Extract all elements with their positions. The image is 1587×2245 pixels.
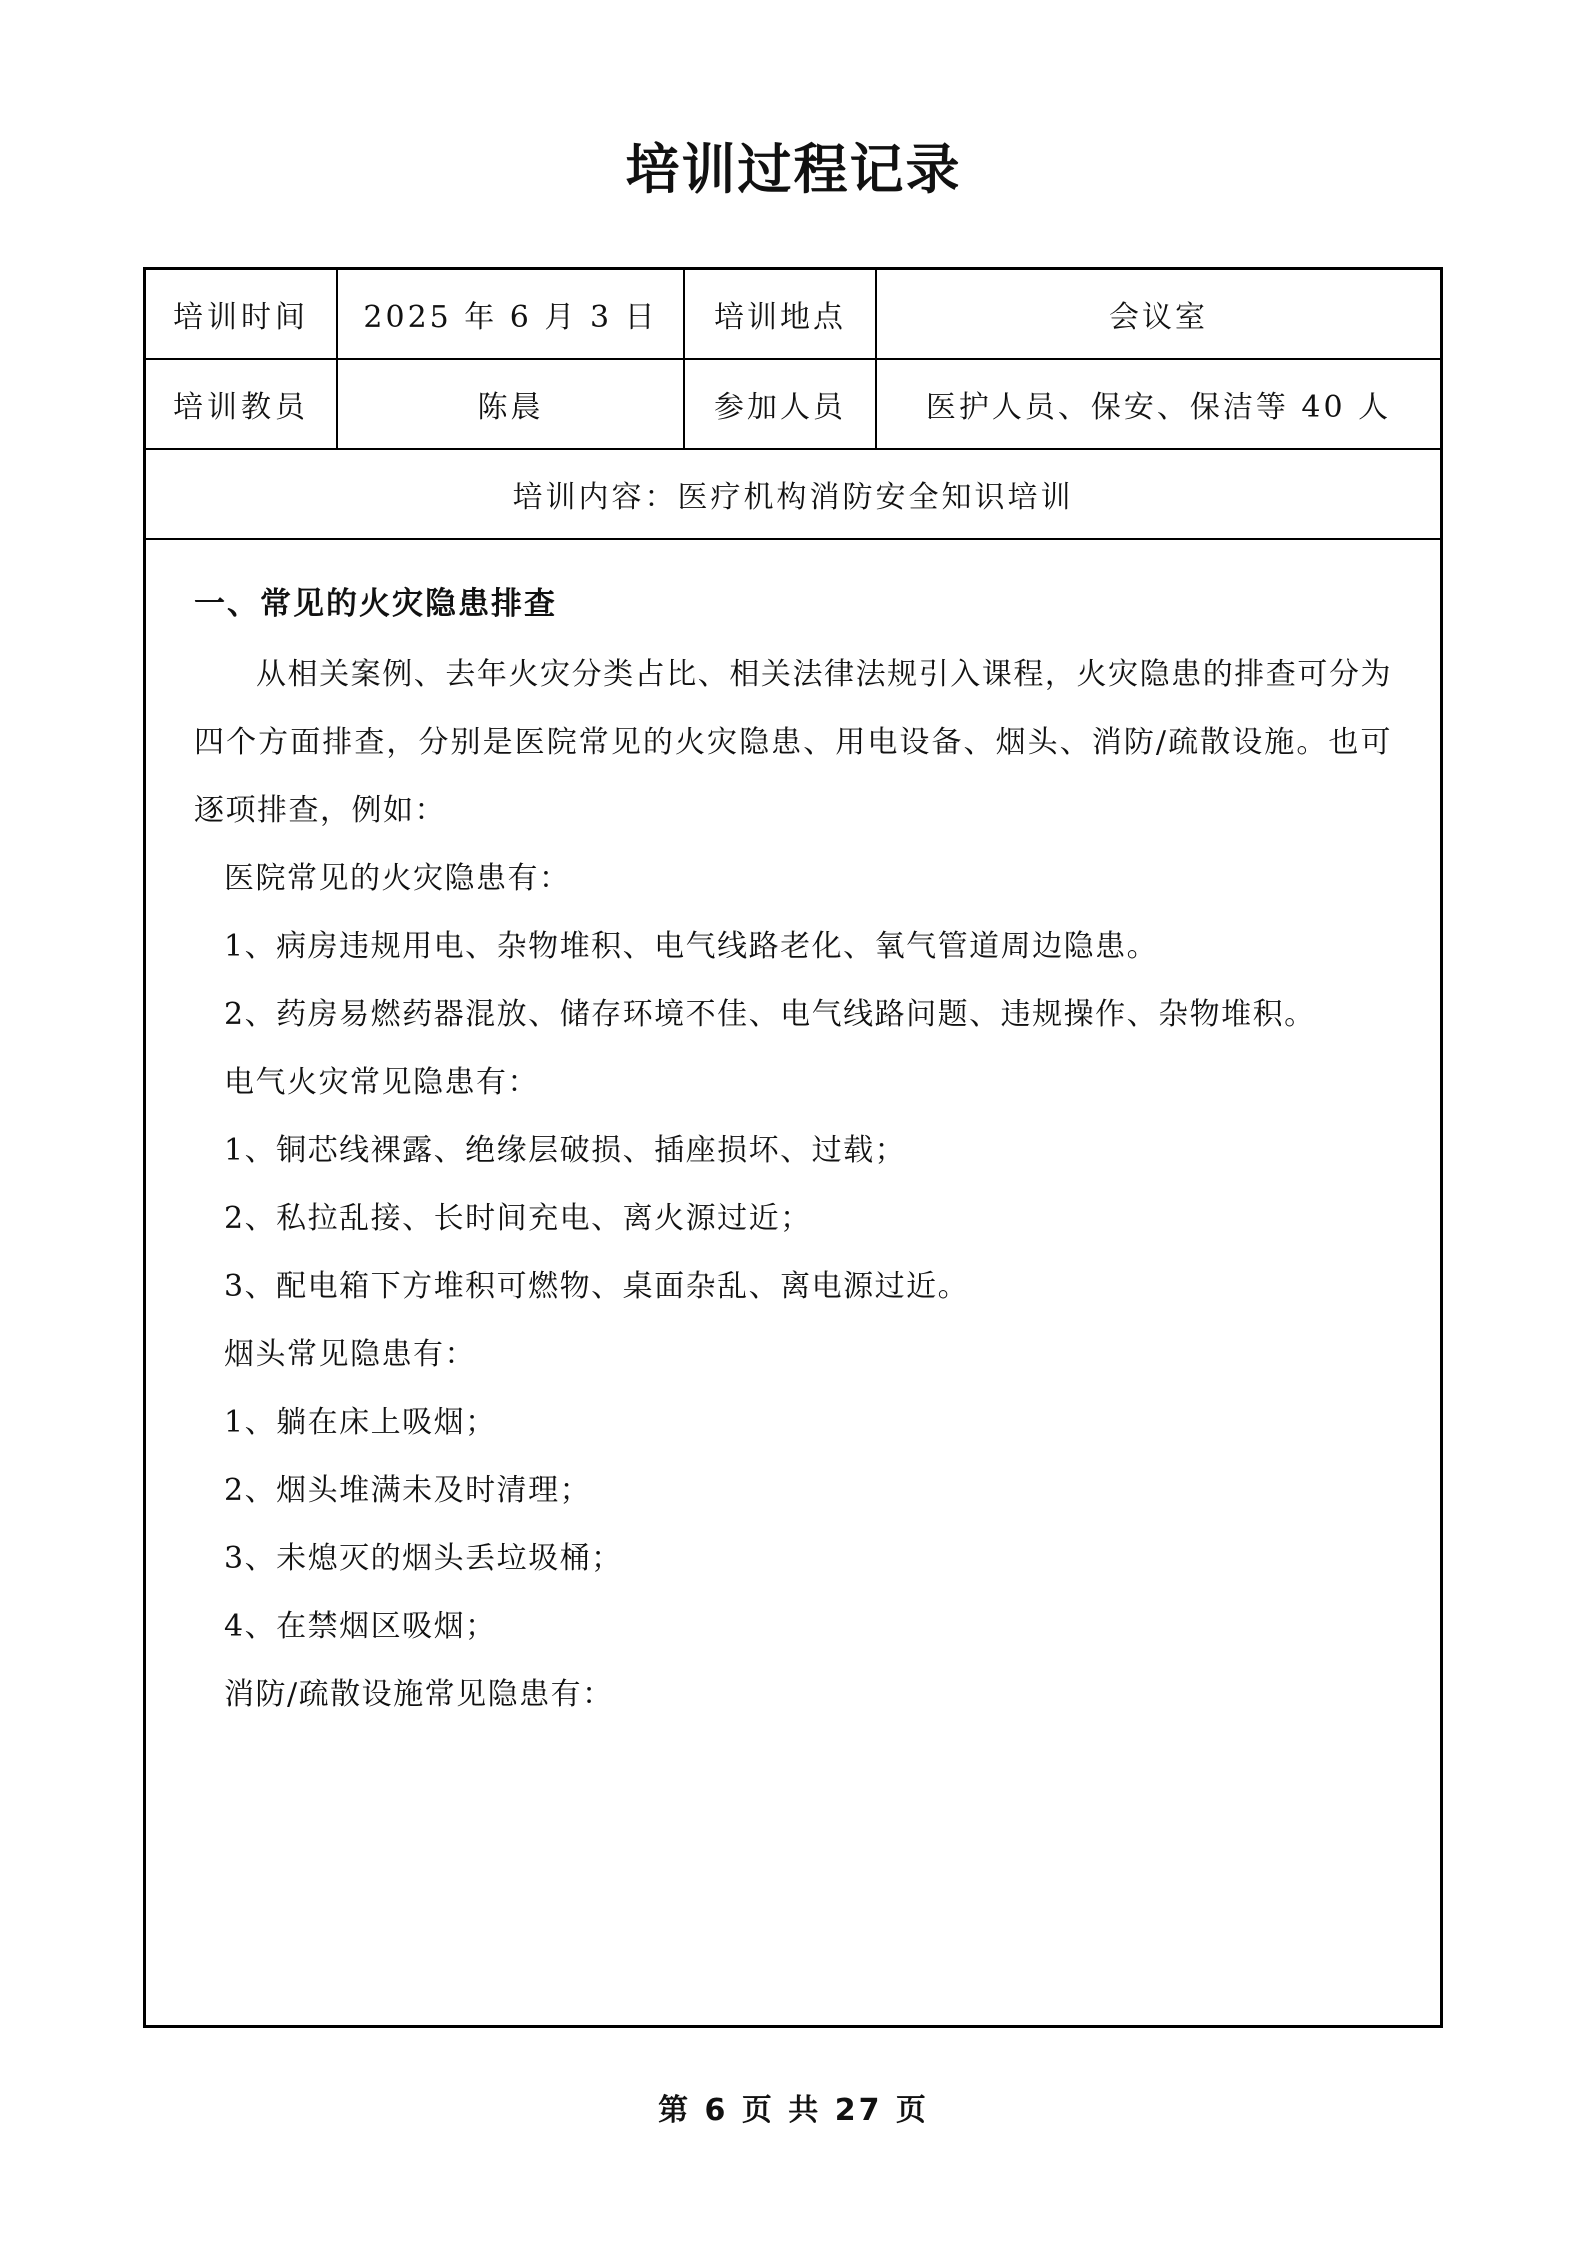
list-item: 1、躺在床上吸烟； [224, 1405, 497, 1440]
training-time-label: 培训时间 [146, 270, 337, 359]
list-item: 3、未熄灭的烟头丢垃圾桶； [224, 1541, 623, 1576]
participants-value: 医护人员、保安、保洁等 40 人 [876, 359, 1440, 449]
section-heading: 一、常见的火灾隐患排查 [194, 586, 557, 622]
table-row [146, 449, 1440, 539]
training-location-value: 会议室 [876, 270, 1440, 359]
list-item: 3、配电箱下方堆积可燃物、桌面杂乱、离电源过近。 [224, 1269, 970, 1304]
training-location-label: 培训地点 [684, 270, 876, 359]
group-heading-electrical: 电气火灾常见隐患有： [224, 1065, 539, 1100]
trainer-value: 陈晨 [337, 359, 684, 449]
body-content [146, 540, 1440, 1729]
page-title: 培训过程记录 [625, 138, 962, 201]
list-item: 2、烟头堆满未及时清理； [224, 1473, 592, 1508]
participants-label: 参加人员 [684, 359, 876, 449]
training-info-table [146, 270, 1440, 540]
list-item: 2、私拉乱接、长时间充电、离火源过近； [224, 1201, 812, 1236]
trainer-label: 培训教员 [146, 359, 337, 449]
group-heading-hospital: 医院常见的火灾隐患有： [224, 861, 571, 896]
record-frame [143, 267, 1443, 2028]
table-row [146, 270, 1440, 359]
list-item: 1、铜芯线裸露、绝缘层破损、插座损坏、过载； [224, 1133, 907, 1168]
intro-paragraph: 从相关案例、去年火灾分类占比、相关法律法规引入课程，火灾隐患的排查可分为四个方面排查，分别是医院常见的火灾隐患、用电设备、烟头、消防/疏散设施。也可逐项排查，例如： [194, 657, 1392, 828]
page-footer: 第 6 页 共 27 页 [658, 2093, 929, 2128]
list-item: 1、病房违规用电、杂物堆积、电气线路老化、氧气管道周边隐患。 [224, 929, 1159, 964]
group-heading-cigarette: 烟头常见隐患有： [224, 1337, 476, 1372]
table-row [146, 359, 1440, 449]
training-content-value: 培训内容：医疗机构消防安全知识培训 [146, 449, 1440, 539]
list-item: 2、药房易燃药器混放、储存环境不佳、电气线路问题、违规操作、杂物堆积。 [224, 997, 1316, 1032]
training-time-value: 2025 年 6 月 3 日 [337, 270, 684, 359]
group-heading-evacuation: 消防/疏散设施常见隐患有： [224, 1677, 614, 1712]
list-item: 4、在禁烟区吸烟； [224, 1609, 497, 1644]
